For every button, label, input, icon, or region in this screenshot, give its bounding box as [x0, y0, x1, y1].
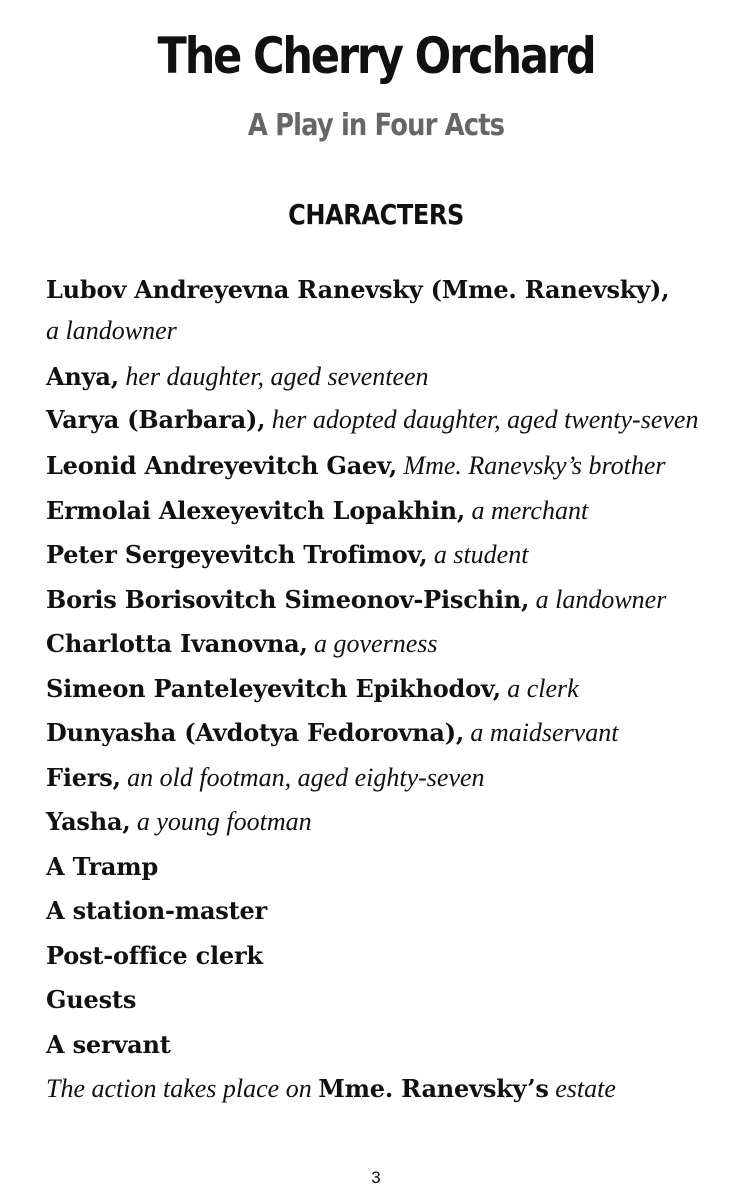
page-subtitle: A Play in Four Acts: [247, 108, 505, 143]
character-name: A Tramp: [46, 851, 159, 881]
character-name: Lubov Andreyevna Ranevsky (Mme. Ranevsky),: [46, 275, 670, 304]
cast-entry: [46, 622, 736, 667]
character-description: a landowner: [535, 584, 667, 614]
character-name: Anya,: [46, 362, 119, 391]
characters-heading: CHARACTERS: [288, 198, 464, 231]
character-description: Mme. Ranevsky’s brother: [403, 451, 666, 480]
setting-line: [46, 1067, 736, 1112]
cast-entry: [46, 978, 736, 1023]
cast-entry: [46, 845, 736, 890]
character-description: a student: [433, 540, 529, 569]
character-description: her daughter, aged seventeen: [125, 362, 429, 391]
character-name: A station-master: [46, 896, 268, 925]
character-description: a landowner: [46, 315, 177, 345]
cast-entry: [46, 800, 736, 845]
cast-entry: [46, 756, 736, 801]
setting-place: Mme. Ranevsky’s: [318, 1074, 549, 1103]
character-description: an old footman, aged eighty-seven: [127, 762, 485, 792]
character-description: her adopted daughter, aged twenty-seven: [271, 404, 699, 434]
character-description: a merchant: [471, 495, 589, 525]
character-name: Boris Borisovitch Simeonov-Pischin,: [46, 584, 530, 614]
character-name: Post-office clerk: [46, 940, 263, 970]
cast-entry: [46, 889, 736, 934]
character-name: Guests: [46, 985, 137, 1014]
page-number: 3: [371, 1168, 381, 1187]
character-name: Peter Sergeyevitch Trofimov,: [46, 540, 428, 569]
cast-entry: [46, 400, 736, 441]
character-name: Leonid Andreyevitch Gaev,: [46, 451, 398, 480]
cast-entry: [46, 270, 736, 351]
cast-entry: [46, 667, 736, 712]
cast-entry: [46, 711, 736, 756]
character-name: Varya (Barbara),: [46, 404, 266, 434]
character-description: a governess: [314, 629, 438, 658]
page-title: The Cherry Orchard: [157, 27, 595, 85]
cast-entry: [46, 489, 736, 534]
cast-entry: [46, 533, 736, 578]
cast-entry: [46, 934, 736, 979]
character-name: Fiers,: [46, 762, 121, 792]
character-name: Ermolai Alexeyevitch Lopakhin,: [46, 495, 466, 525]
setting-suffix: estate: [555, 1074, 616, 1103]
cast-entry: [46, 355, 736, 400]
character-description: a maidservant: [470, 718, 619, 747]
character-description: a young footman: [136, 807, 312, 836]
character-name: Dunyasha (Avdotya Fedorovna),: [46, 718, 465, 747]
character-name: Simeon Panteleyevitch Epikhodov,: [46, 673, 501, 703]
character-description: a clerk: [507, 673, 579, 703]
character-name: Charlotta Ivanovna,: [46, 629, 308, 658]
character-name: Yasha,: [46, 807, 131, 836]
cast-entry: [46, 444, 736, 489]
cast-list: [46, 270, 736, 1112]
character-name: A servant: [46, 1029, 171, 1059]
cast-entry: [46, 578, 736, 623]
cast-entry: [46, 1023, 736, 1068]
setting-prefix: The action takes place on: [46, 1074, 312, 1103]
